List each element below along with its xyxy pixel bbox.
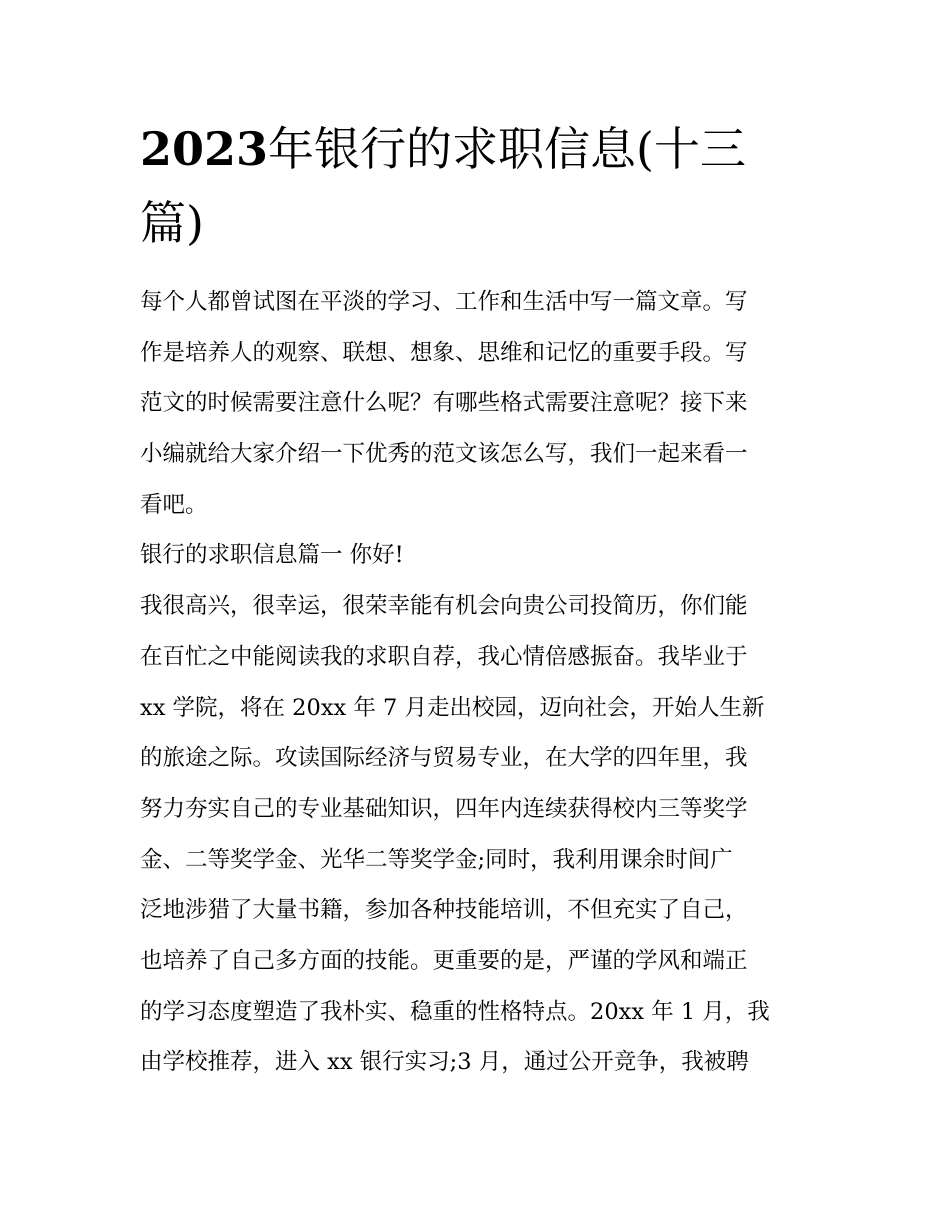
text-line: 范文的时候需要注意什么呢？有哪些格式需要注意呢？接下来 xyxy=(140,390,748,417)
text-line: 的学习态度塑造了我朴实、稳重的性格特点。20xx 年 1 月，我 xyxy=(140,998,770,1025)
text-line: 也培养了自己多方面的技能。更重要的是，严谨的学风和端正 xyxy=(140,947,748,974)
section-heading: 银行的求职信息篇一 你好! xyxy=(140,542,404,569)
title-text-line-2: 篇) xyxy=(140,196,204,250)
text-line: 看吧。 xyxy=(140,491,208,518)
text-line: 在百忙之中能阅读我的求职自荐，我心情倍感振奋。我毕业于 xyxy=(140,643,748,670)
text-line: 泛地涉猎了大量书籍，参加各种技能培训，不但充实了自己， xyxy=(140,897,748,924)
title-text-line-1: 年银行的求职信息(十三 xyxy=(268,122,746,176)
document-title xyxy=(140,112,820,260)
text-line: 小编就给大家介绍一下优秀的范文该怎么写，我们一起来看一 xyxy=(140,441,748,468)
text-line: xx 学院，将在 20xx 年 7 月走出校园，迈向社会，开始人生新 xyxy=(140,694,765,721)
text-line: 努力夯实自己的专业基础知识，四年内连续获得校内三等奖学 xyxy=(140,795,748,822)
text-line: 金、二等奖学金、光华二等奖学金;同时，我利用课余时间广 xyxy=(140,846,733,873)
text-line: 由学校推荐，进入 xx 银行实习;3 月，通过公开竞争，我被聘 xyxy=(140,1049,749,1076)
text-line: 的旅途之际。攻读国际经济与贸易专业，在大学的四年里，我 xyxy=(140,745,748,772)
text-line: 我很高兴，很幸运，很荣幸能有机会向贵公司投简历，你们能 xyxy=(140,593,748,620)
body-text xyxy=(140,277,830,1088)
title-year: 2023 xyxy=(140,122,269,176)
text-line: 作是培养人的观察、联想、想象、思维和记忆的重要手段。写 xyxy=(140,339,748,366)
text-line: 每个人都曾试图在平淡的学习、工作和生活中写一篇文章。写 xyxy=(140,289,748,315)
